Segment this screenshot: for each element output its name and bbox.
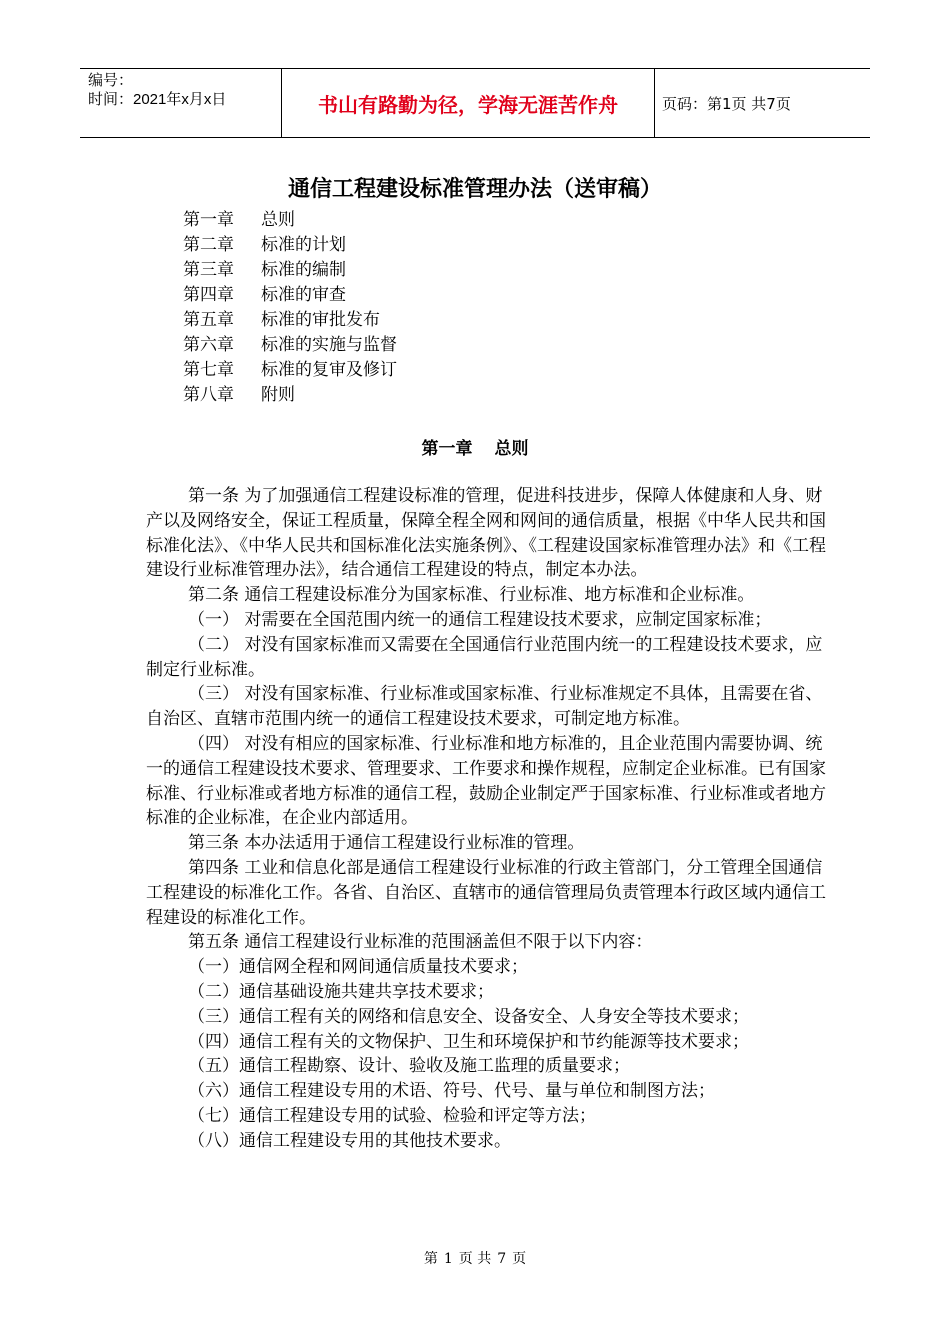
toc-chapter: 第二章 <box>183 235 234 255</box>
article-2-item: （四） 对没有相应的国家标准、行业标准和地方标准的，且企业范围内需要协调、统一的通信工程建设技术要求、管理要求、工作要求和操作规程，应制定企业标准。已有国家标准、行业标准或者地方标准的通信工程，鼓励企业制定严于国家标准、行业标准或者地方标准的企业标准，在企业内部适用。 <box>146 733 826 829</box>
toc-name: 标准的实施与监督 <box>261 335 397 355</box>
document-header <box>80 68 870 138</box>
toc-name: 标准的计划 <box>261 235 346 255</box>
toc-name: 附则 <box>261 385 295 405</box>
article-1: 第一条 为了加强通信工程建设标准的管理，促进科技进步，保障人体健康和人身、财产以及网络安全，保证工程质量，保障全程全网和网间的通信质量，根据《中华人民共和国标准化法》、《中华人民共和国标准化法实施条例》、《工程建设国家标准管理办法》和《工程建设行业标准管理办法》，结合通信工程建设的特点，制定本办法。 <box>146 486 826 581</box>
toc-item <box>183 233 397 258</box>
toc-chapter: 第三章 <box>183 260 234 280</box>
toc-chapter: 第一章 <box>183 210 234 230</box>
article-2-item: （一） 对需要在全国范围内统一的通信工程建设技术要求，应制定国家标准； <box>188 609 772 630</box>
toc-item <box>183 358 397 383</box>
article-5-item: （一）通信网全程和网间通信质量技术要求； <box>188 957 528 978</box>
toc-item <box>183 333 397 358</box>
toc-item <box>183 208 397 233</box>
article-2-item: （三） 对没有国家标准、行业标准或国家标准、行业标准规定不具体，且需要在省、自治区、直辖市范围内统一的通信工程建设技术要求，可制定地方标准。 <box>146 684 823 730</box>
article-4: 第四条 工业和信息化部是通信工程建设行业标准的行政主管部门，分工管理全国通信工程建设的标准化工作。各省、自治区、直辖市的通信管理局负责管理本行政区域内通信工程建设的标准化工作。 <box>146 857 826 928</box>
toc-item <box>183 383 397 408</box>
toc-item <box>183 308 397 333</box>
chapter-heading <box>0 434 950 459</box>
footer-mid: 页 共 <box>458 1251 492 1267</box>
chapter-name: 总则 <box>494 439 529 459</box>
article-5-item: （三）通信工程有关的网络和信息安全、设备安全、人身安全等技术要求； <box>188 1006 749 1027</box>
article-5-item: （八）通信工程建设专用的其他技术要求。 <box>188 1130 511 1151</box>
number-label: 编号： <box>88 72 134 89</box>
toc-chapter: 第八章 <box>183 385 234 405</box>
article-2-item: （二） 对没有国家标准而又需要在全国通信行业范围内统一的工程建设技术要求，应制定行业标准。 <box>146 634 823 680</box>
article-5-item: （七）通信工程建设专用的试验、检验和评定等方法； <box>188 1105 596 1126</box>
footer-page-number: 1 <box>443 1251 453 1267</box>
article-5-item: （四）通信工程有关的文物保护、卫生和环境保护和节约能源等技术要求； <box>188 1031 749 1052</box>
article-5: 第五条 通信工程建设行业标准的范围涵盖但不限于以下内容： <box>188 932 653 953</box>
document-title: 通信工程建设标准管理办法（送审稿） <box>287 177 662 202</box>
article-3: 第三条 本办法适用于通信工程建设行业标准的管理。 <box>188 833 585 854</box>
toc-name: 标准的编制 <box>261 260 346 280</box>
footer-suffix: 页 <box>512 1251 527 1267</box>
chapter-number: 第一章 <box>421 439 473 459</box>
footer-prefix: 第 <box>423 1251 438 1267</box>
header-motto: 书山有路勤为径，学海无涯苦作舟 <box>281 69 655 137</box>
toc-chapter: 第四章 <box>183 285 234 305</box>
article-2: 第二条 通信工程建设标准分为国家标准、行业标准、地方标准和企业标准。 <box>188 585 755 606</box>
toc-name: 标准的审查 <box>261 285 346 305</box>
article-5-item: （六）通信工程建设专用的术语、符号、代号、量与单位和制图方法； <box>188 1081 715 1102</box>
header-page-info: 页码：第1页 共7页 <box>662 95 791 113</box>
page-footer <box>0 1248 950 1268</box>
article-5-item: （五）通信工程勘察、设计、验收及施工监理的质量要求； <box>188 1056 630 1077</box>
toc-chapter: 第五章 <box>183 310 234 330</box>
toc-name: 总则 <box>261 210 295 230</box>
toc-name: 标准的审批发布 <box>261 310 380 330</box>
toc-chapter: 第六章 <box>183 335 234 355</box>
toc-name: 标准的复审及修订 <box>261 360 397 380</box>
toc-chapter: 第七章 <box>183 360 234 380</box>
footer-total-pages: 7 <box>497 1251 507 1267</box>
table-of-contents <box>183 208 397 408</box>
toc-item <box>183 258 397 283</box>
toc-item <box>183 283 397 308</box>
header-left-cell <box>80 69 280 137</box>
time-label: 时间：2021年x月x日 <box>88 91 227 108</box>
article-5-item: （二）通信基础设施共建共享技术要求； <box>188 981 494 1002</box>
document-body <box>146 484 826 1154</box>
